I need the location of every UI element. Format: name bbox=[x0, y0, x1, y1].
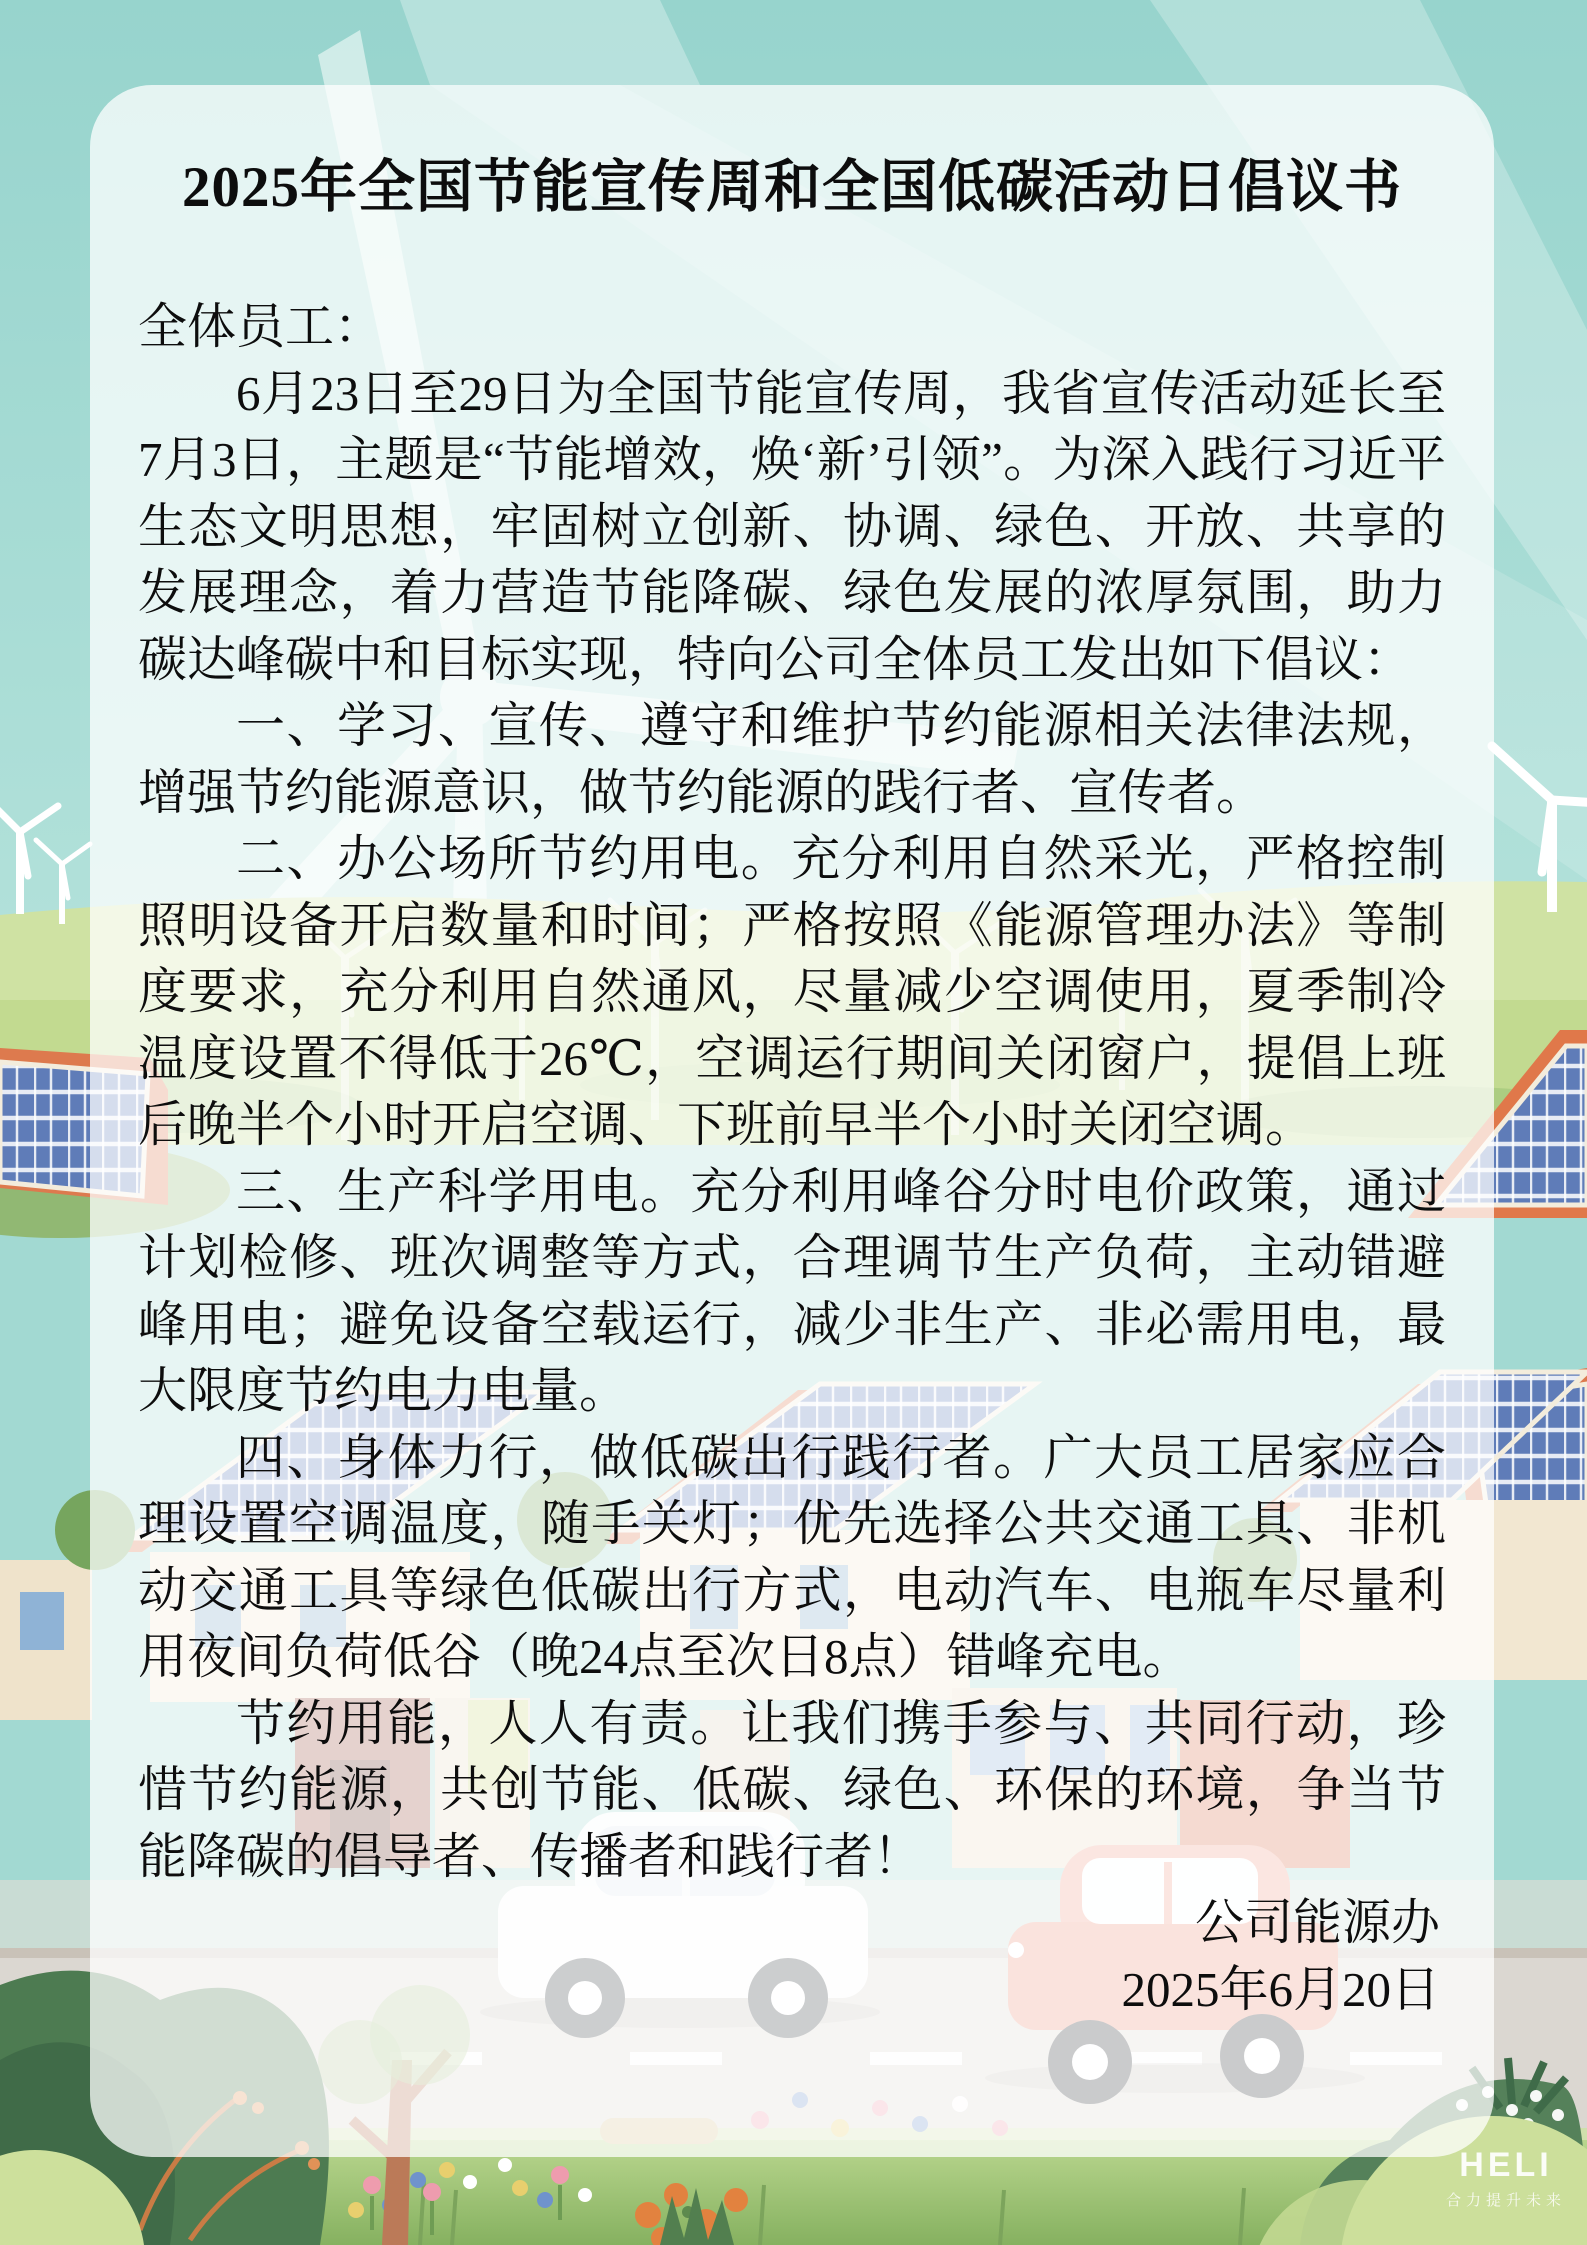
brand-slogan: 合力提升未来 bbox=[1445, 2192, 1566, 2209]
signature-date: 2025年6月20日 bbox=[1121, 1961, 1440, 2017]
brand-watermark bbox=[1438, 2148, 1574, 2210]
brand-logo: HELI bbox=[1459, 2146, 1553, 2184]
paragraph-3: 二、办公场所节约用电。充分利用自然采光，严格控制照明设备开启数量和时间；严格按照《能源管理办法》等制度要求，充分利用自然通风，尽量减少空调使用，夏季制冷温度设置不得低于26℃，空调运行期间关闭窗户，提倡上班后晚半个小时开启空调、下班前早半个小时关闭空调。 bbox=[138, 831, 1446, 1152]
document-body bbox=[138, 294, 1446, 1890]
document-title: 2025年全国节能宣传周和全国低碳活动日倡议书 bbox=[182, 156, 1402, 219]
paragraph-6: 节约用能，人人有责。让我们携手参与、共同行动，珍惜节约能源，共创节能、低碳、绿色、环保的环境，争当节能降碳的倡导者、传播者和践行者！ bbox=[138, 1695, 1446, 1884]
paragraph-2: 一、学习、宣传、遵守和维护节约能源相关法律法规，增强节约能源意识，做节约能源的践行者、宣传者。 bbox=[138, 698, 1446, 820]
paragraph-5: 四、身体力行，做低碳出行践行者。广大员工居家应合理设置空调温度，随手关灯；优先选择公共交通工具、非机动交通工具等绿色低碳出行方式，电动汽车、电瓶车尽量利用夜间负荷低谷（晚24点至次日8点）错峰充电。 bbox=[138, 1429, 1446, 1684]
signature-block bbox=[138, 1890, 1446, 2023]
document-card bbox=[90, 85, 1494, 2157]
paragraph-4: 三、生产科学用电。充分利用峰谷分时电价政策，通过计划检修、班次调整等方式，合理调节生产负荷，主动错避峰用电；避免设备空载运行，减少非生产、非必需用电，最大限度节约电力电量。 bbox=[138, 1163, 1446, 1418]
paragraph-1: 6月23日至29日为全国节能宣传周，我省宣传活动延长至7月3日，主题是“节能增效，焕‘新’引领”。为深入践行习近平生态文明思想，牢固树立创新、协调、绿色、开放、共享的发展理念，着力营造节能降碳、绿色发展的浓厚氛围，助力碳达峰碳中和目标实现，特向公司全体员工发出如下倡议： bbox=[138, 365, 1446, 687]
signature-org: 公司能源办 bbox=[1194, 1895, 1440, 1950]
salutation: 全体员工： bbox=[138, 299, 384, 354]
